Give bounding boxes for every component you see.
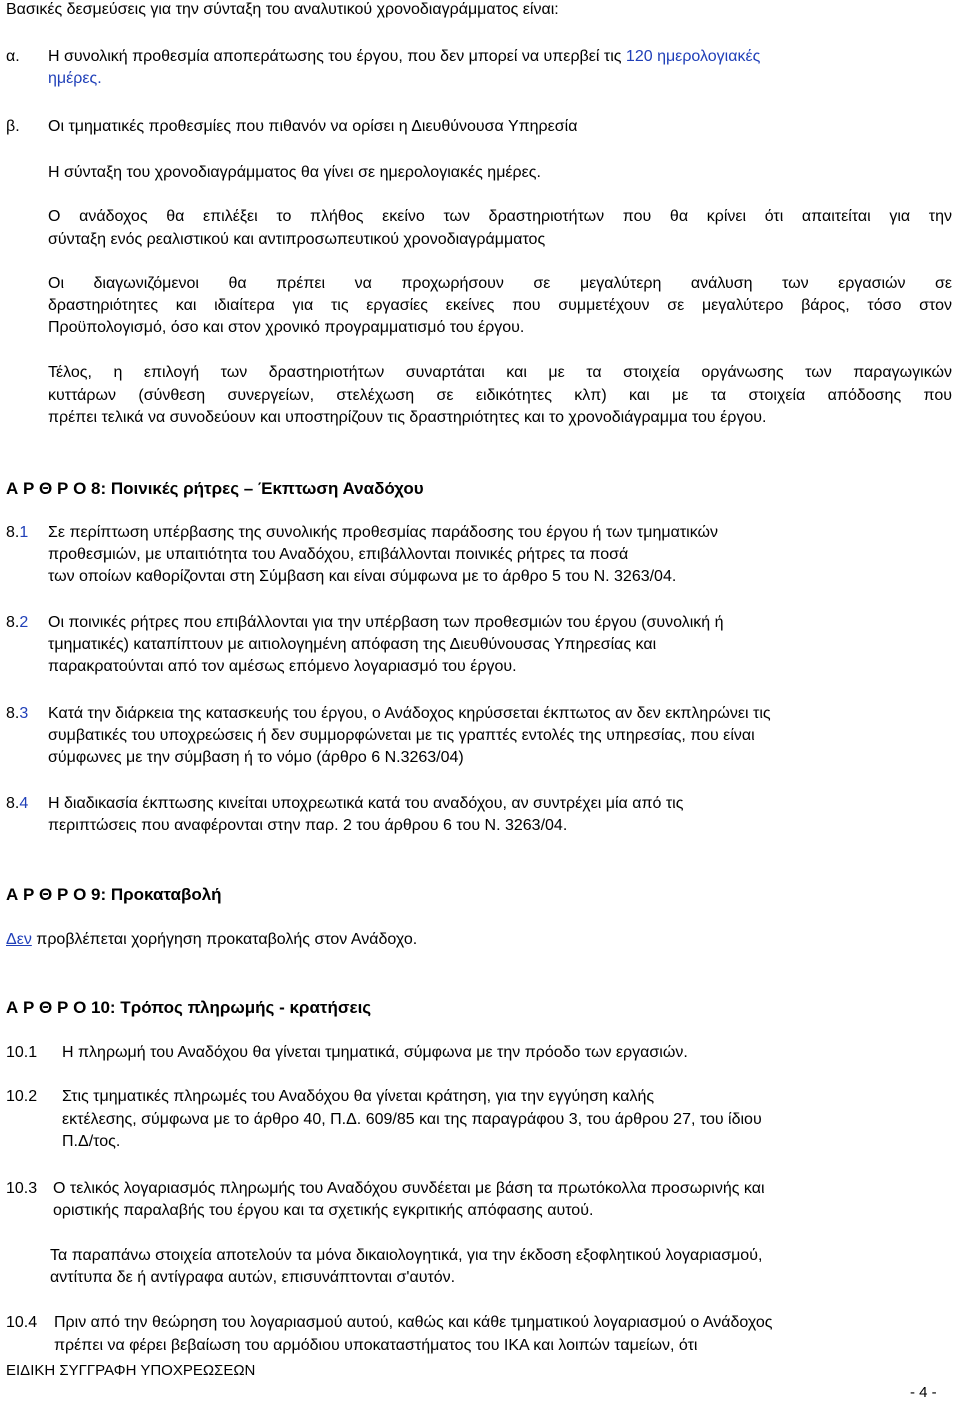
article-9-heading: Α Ρ Θ Ρ Ο 9: Προκαταβολή <box>6 885 222 904</box>
clause-8-2-number <box>6 613 28 633</box>
clause-10-2-line-2: εκτέλεσης, σύμφωνα με το άρθρο 40, Π.Δ. 609/85 και της παραγράφου 3, του άρθρου 27, του ίδιου <box>62 1111 762 1128</box>
item-a-days: 120 ημερολογιακές <box>625 48 761 65</box>
footer-title: ΕΙΔΙΚΗ ΣΥΓΓΡΑΦΗ ΥΠΟΧΡΕΩΣΕΩΝ <box>6 1362 256 1379</box>
bidders-para-line-1: Οι διαγωνιζόμενοι θα πρέπει να προχωρήσουν σε μεγαλύτερη ανάλυση των εργασιών σε <box>48 275 952 292</box>
bidders-para-line-3: Προϋπολογισμό, όσο και στον χρονικό προγραμματισμό του έργου. <box>48 319 525 336</box>
clause-10-1-number: 10.1 <box>6 1044 38 1061</box>
clause-8-2-line-1: Οι ποινικές ρήτρες που επιβάλλονται για την υπέρβαση των προθεσμιών του έργου (συνολική ή <box>48 614 724 631</box>
clause-8-4-line-2: περιπτώσεις που αναφέρονται στην παρ. 2 του άρθρου 6 του Ν. 3263/04. <box>48 817 568 834</box>
clause-10-4-line-1: Πριν από την θεώρηση του λογαριασμού αυτού, καθώς και κάθε τμηματικού λογαριασμού ο Ανάδοχος <box>54 1314 773 1331</box>
clause-8-3-number <box>6 704 28 724</box>
clause-8-3-line-1: Κατά την διάρκεια της κατασκευής του έργου, ο Ανάδοχος κηρύσσεται έκπτωτος αν δεν εκπληρώνει τις <box>48 705 771 722</box>
clause-10-2-number: 10.2 <box>6 1088 38 1105</box>
clause-8-1-line-2: προθεσμιών, με υπαιτιότητα του Αναδόχου, επιβάλλονται ποινικές ρήτρες τα ποσά <box>48 546 629 563</box>
clause-8-2-num-b: 2 <box>19 614 29 631</box>
clause-8-3-num-b: 3 <box>19 705 29 722</box>
clause-8-4-num-a: 8. <box>6 795 20 812</box>
contractor-para-line-2: σύνταξη ενός ρεαλιστικού και αντιπροσωπευτικού χρονοδιαγράμματος <box>48 231 546 248</box>
clause-8-1-line-3: των οποίων καθορίζονται στη Σύμβαση και είναι σύμφωνα με το άρθρο 5 του Ν. 3263/04. <box>48 568 677 585</box>
clause-10-1-line-1: Η πληρωμή του Αναδόχου θα γίνεται τμηματικά, σύμφωνα με την πρόοδο των εργασιών. <box>62 1044 688 1061</box>
finally-para-line-1: Τέλος, η επιλογή των δραστηριοτήτων συναρτάται και με τα στοιχεία οργάνωσης των παραγωγικών <box>48 364 952 381</box>
days-sentence: Η σύνταξη του χρονοδιαγράμματος θα γίνει σε ημερολογιακές ημέρες. <box>48 164 541 181</box>
clause-10-3-line-1: Ο τελικός λογαριασμός πληρωμής του Αναδόχου συνδέεται με βάση τα πρωτόκολλα προσωρινής και <box>53 1180 765 1197</box>
clause-10-3-extra-line-2: αντίτυπα δε ή αντίγραφα αυτών, επισυνάπτονται σ'αυτόν. <box>50 1269 456 1286</box>
clause-8-3-line-2: συμβατικές του υποχρεώσεις ή δεν συμμορφώνεται με τις γραπτές εντολές της υπηρεσίας, που είναι <box>48 727 755 744</box>
clause-8-1-num-b: 1 <box>19 524 29 541</box>
clause-8-3-line-3: σύμφωνες με την σύμβαση ή το νόμο (άρθρο 6 Ν.3263/04) <box>48 749 464 766</box>
clause-10-3-line-2: οριστικής παραλαβής του έργου και τα σχετικής εγκριτικής απόφασης αυτού. <box>53 1202 594 1219</box>
article-8-heading: Α Ρ Θ Ρ Ο 8: Ποινικές ρήτρες – Έκπτωση Αναδόχου <box>6 479 424 498</box>
bidders-para-line-2: δραστηριότητες και ιδιαίτερα για τις εργασίες εκείνες που συμμετέχουν σε μεγαλύτερο βάρος, τόσο στον <box>48 297 952 314</box>
clause-10-2-line-3: Π.Δ/τος. <box>62 1133 121 1150</box>
contractor-para-line-1: Ο ανάδοχος θα επιλέξει το πλήθος εκείνο των δραστηριοτήτων που θα κρίνει ότι απαιτείται για την <box>48 208 952 225</box>
item-a-line-1 <box>48 47 760 67</box>
clause-8-2-line-3: παρακρατούνται από τον αμέσως επόμενο λογαριασμό του έργου. <box>48 658 517 675</box>
clause-8-2-line-2: τμηματικές) καταπίπτουν με αιτιολογημένη απόφαση της Διευθύνουσας Υπηρεσίας και <box>48 636 657 653</box>
article-10-heading: Α Ρ Θ Ρ Ο 10: Τρόπος πληρωμής - κρατήσεις <box>6 998 372 1017</box>
article-9-word: Δεν <box>6 931 32 948</box>
clause-8-1-line-1: Σε περίπτωση υπέρβασης της συνολικής προθεσμίας παράδοσης του έργου ή των τμηματικών <box>48 524 718 541</box>
clause-8-4-number <box>6 794 28 814</box>
finally-para-line-3: πρέπει τελικά να συνοδεύουν και υποστηρίζουν τις δραστηριότητες και το χρονοδιάγραμμα του έργου. <box>48 409 767 426</box>
clause-8-4-line-1: Η διαδικασία έκπτωσης κινείται υποχρεωτικά κατά του αναδόχου, αν συντρέχει μία από τις <box>48 795 684 812</box>
item-b-line-1: Οι τμηματικές προθεσμίες που πιθανόν να ορίσει η Διευθύνουσα Υπηρεσία <box>48 118 578 135</box>
intro-line: Βασικές δεσμεύσεις για την σύνταξη του αναλυτικού χρονοδιαγράμματος είναι: <box>6 1 559 18</box>
article-9-rest: προβλέπεται χορήγηση προκαταβολής στον Ανάδοχο. <box>31 931 418 948</box>
clause-8-4-num-b: 4 <box>19 795 29 812</box>
item-a-text: Η συνολική προθεσμία αποπεράτωσης του έργου, που δεν μπορεί να υπερβεί τις <box>48 48 622 65</box>
article-9-text <box>6 930 417 950</box>
item-b-label: β. <box>6 118 20 135</box>
clause-10-3-extra-line-1: Τα παραπάνω στοιχεία αποτελούν τα μόνα δικαιολογητικά, για την έκδοση εξοφλητικού λογαριασμού, <box>50 1247 763 1264</box>
clause-8-1-num-a: 8. <box>6 524 20 541</box>
item-a-line-2: ημέρες. <box>48 70 102 87</box>
clause-8-2-num-a: 8. <box>6 614 20 631</box>
clause-10-4-number: 10.4 <box>6 1314 38 1331</box>
clause-8-3-num-a: 8. <box>6 705 20 722</box>
clause-10-2-line-1: Στις τμηματικές πληρωμές του Αναδόχου θα γίνεται κράτηση, για την εγγύηση καλής <box>62 1088 655 1105</box>
clause-10-4-line-2: πρέπει να φέρει βεβαίωση του αρμόδιου υποκαταστήματος του ΙΚΑ και λοιπών ταμείων, ότι <box>54 1337 698 1354</box>
footer-page-number: - 4 - <box>910 1384 937 1401</box>
clause-10-3-number: 10.3 <box>6 1180 38 1197</box>
clause-8-1-number <box>6 523 28 543</box>
finally-para-line-2: κυττάρων (σύνθεση συνεργείων, στελέχωση σε ειδικότητες κλπ) και με τα στοιχεία απόδοσης που <box>48 387 952 404</box>
item-a-label: α. <box>6 48 20 65</box>
